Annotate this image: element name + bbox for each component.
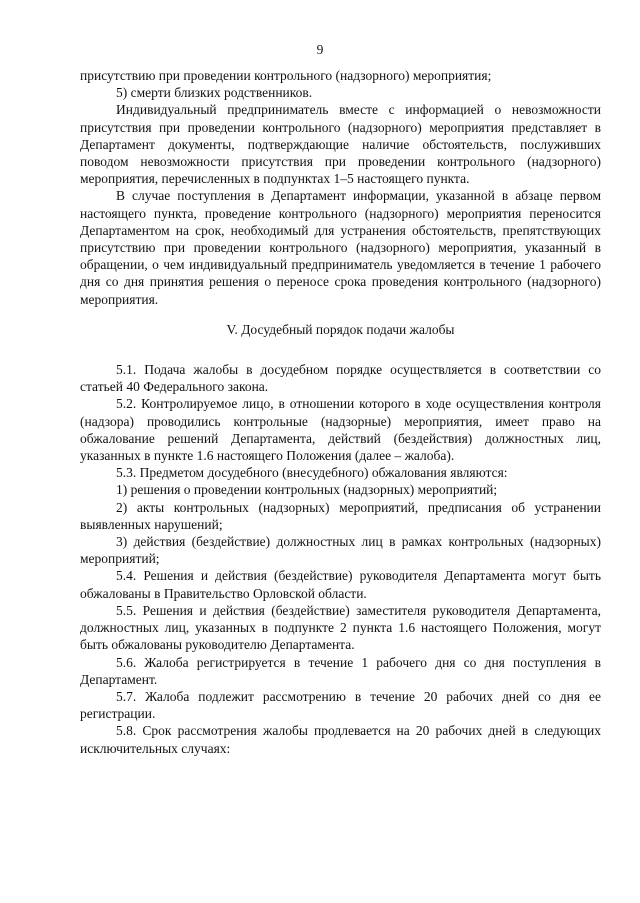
- clause-5-2: 5.2. Контролируемое лицо, в отношении которого в ходе осуществления контроля (надзора) проводились контрольные (надзорные) мероприятия, имеет право на обжалование решений Департамента, действий (бездействия) должностных лиц, указанных в пункте 1.6 настоящего Положения (далее – жалоба).: [80, 396, 601, 464]
- clause-5-3-item-2: 2) акты контрольных (надзорных) мероприятий, предписания об устранении выявленных нарушений;: [80, 499, 601, 532]
- clause-5-6: 5.6. Жалоба регистрируется в течение 1 рабочего дня со дня поступления в Департамент.: [80, 654, 601, 687]
- clause-5-3-item-1: 1) решения о проведении контрольных (надзорных) мероприятий;: [116, 482, 498, 498]
- document-body: [80, 67, 601, 757]
- clause-5-3-item-3: 3) действия (бездействие) должностных лиц в рамках контрольных (надзорных) мероприятий;: [80, 534, 601, 567]
- clause-5-5: 5.5. Решения и действия (бездействие) заместителя руководителя Департамента, должностных лиц, указанных в подпункте 2 пункта 1.6 настоящего Положения, могут быть обжалованы руководителю Департамента.: [80, 602, 601, 653]
- clause-5-8: 5.8. Срок рассмотрения жалобы продлевается на 20 рабочих дней в следующих исключительных случаях:: [80, 723, 601, 756]
- paragraph-continuation: присутствию при проведении контрольного (надзорного) мероприятия;: [80, 68, 492, 83]
- clause-5-4: 5.4. Решения и действия (бездействие) руководителя Департамента могут быть обжалованы в Правительство Орловской области.: [80, 568, 601, 601]
- clause-5-7: 5.7. Жалоба подлежит рассмотрению в течение 20 рабочих дней со дня ее регистрации.: [80, 688, 601, 722]
- list-item-5: 5) смерти близких родственников.: [116, 85, 313, 101]
- clause-5-1: 5.1. Подача жалобы в досудебном порядке осуществляется в соответствии со статьей 40 Федерального закона.: [80, 362, 601, 395]
- page-number: 9: [316, 42, 324, 57]
- paragraph-postponement: В случае поступления в Департамент информации, указанной в абзаце первом настоящего пункта, проведение контрольного (надзорного) мероприятия переносится Департаментом на срок, необходимый для устранения обстоятельств, препятствующих присутствию при проведении контрольного (надзорного) мероприятия, указанный в обращении, о чем индивидуальный предприниматель уведомляется в течение 1 рабочего дня со дня принятия решения о переносе срока проведения контрольного (надзорного) мероприятия.: [80, 188, 601, 307]
- section-heading: V. Досудебный порядок подачи жалобы: [226, 321, 455, 337]
- paragraph-entrepreneur-documents: Индивидуальный предприниматель вместе с информацией о невозможности присутствия при проведении контрольного (надзорного) мероприятия представляет в Департамент документы, подтверждающие наличие обстоятельств, послуживших поводом невозможности присутствия при проведении контрольного (надзорного) мероприятия, перечисленных в подпунктах 1–5 настоящего пункта.: [80, 102, 601, 187]
- clause-5-3: 5.3. Предметом досудебного (внесудебного) обжалования являются:: [116, 465, 508, 481]
